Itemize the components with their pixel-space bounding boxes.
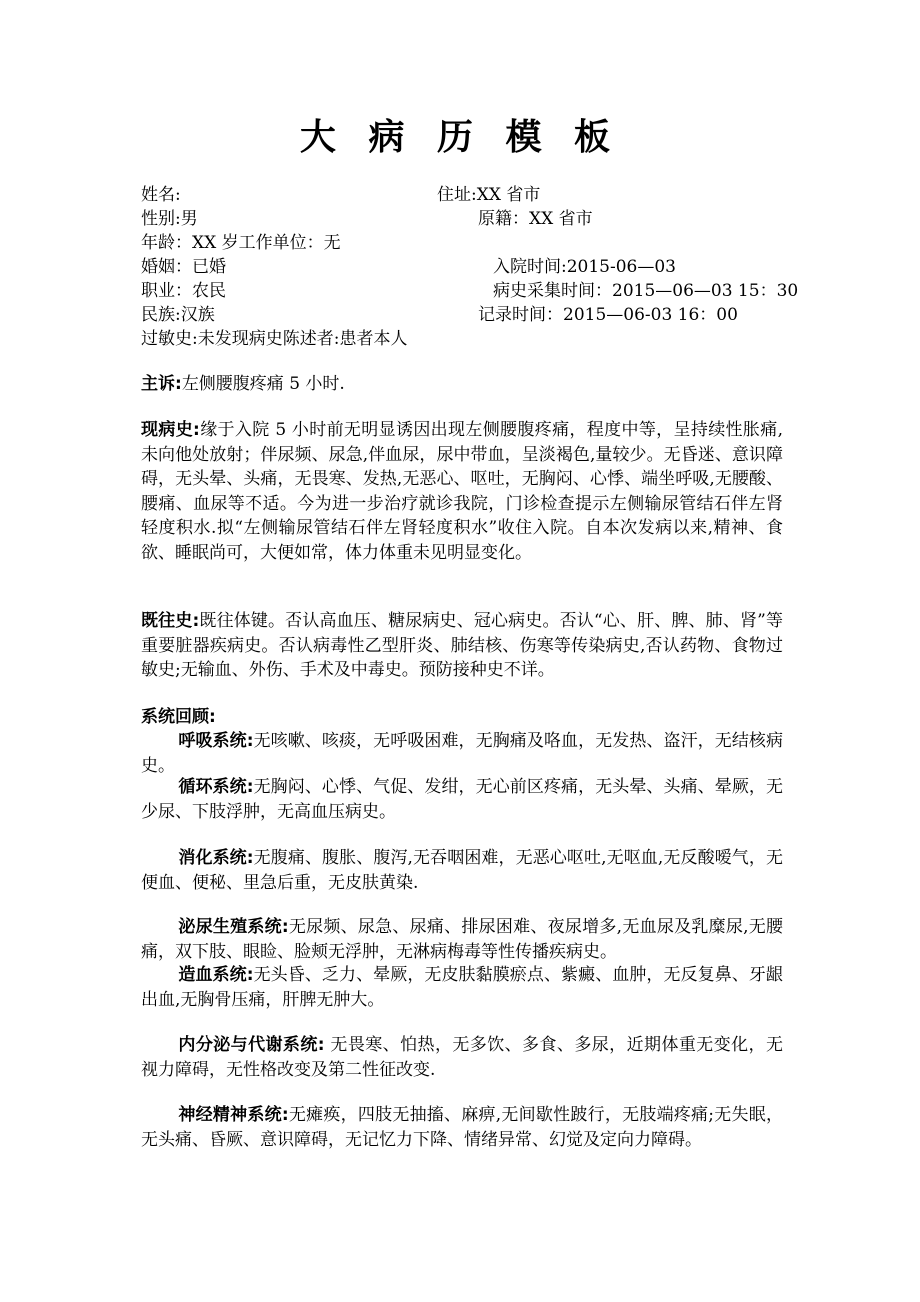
urogenital-text: 无尿频、尿急、尿痛、排尿困难、夜尿增多,无血尿及乳糜尿,无腰痛，双下肢、眼睑、脸颊无浮肿，无淋病梅毒等性传播疾病史。 [141, 917, 783, 962]
hematopoietic-label: 造血系统: [178, 965, 254, 985]
allergy-narrator-field: 过敏史:未发现病史陈述者:患者本人 [141, 329, 408, 349]
urogenital-label: 泌尿生殖系统: [178, 917, 289, 937]
endocrine-label: 内分泌与代谢系统: [178, 1035, 325, 1055]
neuro-system [141, 1103, 783, 1152]
circulatory-label: 循环系统: [178, 777, 254, 797]
chief-complaint [141, 372, 783, 397]
name-field: 姓名: [141, 185, 181, 205]
past-history [141, 609, 783, 683]
past-history-text: 既往体键。否认高血压、糖尿病史、冠心病史。否认“心、肝、脾、肺、肾”等重要脏器疾病史。否认病毒性乙型肝炎、肺结核、伤寒等传染病史,否认药物、食物过敏史;无输血、外伤、手术及中毒史。预防接种史不详。 [141, 611, 783, 680]
urogenital-system [141, 915, 783, 964]
marriage-field: 婚姻：已婚 [141, 257, 226, 277]
age-work-field: 年龄：XX 岁工作单位：无 [141, 233, 341, 253]
occupation-field: 职业：农民 [141, 281, 226, 301]
page-title: 大 病 历 模 板 [299, 117, 621, 158]
present-illness [141, 418, 783, 565]
endocrine-text: 无畏寒、怕热，无多饮、多食、多尿，近期体重无变化，无视力障碍，无性格改变及第二性征改变. [141, 1035, 783, 1080]
endocrine-system [141, 1033, 783, 1082]
respiratory-label: 呼吸系统: [178, 731, 254, 751]
gender-field: 性别:男 [141, 209, 198, 229]
digestive-text: 无腹痛、腹胀、腹泻,无吞咽困难，无恶心呕吐,无呕血,无反酸嗳气，无便血、便秘、里急后重，无皮肤黄染. [141, 848, 783, 893]
digestive-label: 消化系统: [178, 848, 254, 868]
system-review-heading: 系统回顾: [141, 707, 216, 727]
ethnicity-field: 民族:汉族 [141, 305, 215, 325]
present-illness-text: 缘于入院 5 小时前无明显诱因出现左侧腰腹疼痛，程度中等，呈持续性胀痛,未向他处放射；伴尿频、尿急,伴血尿，尿中带血，呈淡褐色,量较少。无昏迷、意识障碍，无头晕、头痛，无畏寒、发热,无恶心、呕吐，无胸闷、心悸、端坐呼吸,无腰酸、腰痛、血尿等不适。今为进一步治疗就诊我院，门诊检查提示左侧输尿管结石伴左肾轻度积水.拟“左侧输尿管结石伴左肾轻度积水”收住入院。自本次发病以来,精神、食欲、睡眠尚可，大便如常，体力体重未见明显变化。 [141, 420, 783, 563]
hematopoietic-system [141, 963, 783, 1012]
digestive-system [141, 846, 783, 895]
neuro-label: 神经精神系统: [178, 1105, 289, 1125]
present-illness-label: 现病史: [141, 420, 200, 440]
address-field: 住址:XX 省市 [437, 185, 541, 205]
origin-field: 原籍：XX 省市 [478, 209, 593, 229]
respiratory-text: 无咳嗽、咳痰，无呼吸困难，无胸痛及咯血，无发热、盗汗，无结核病史。 [141, 731, 783, 776]
history-time-field: 病史采集时间：2015—06—03 15：30 [493, 281, 799, 301]
record-time-field: 记录时间：2015—06-03 16：00 [478, 305, 738, 325]
circulatory-system [141, 775, 783, 824]
chief-complaint-label: 主诉: [141, 374, 182, 394]
circulatory-text: 无胸闷、心悸、气促、发绀，无心前区疼痛，无头晕、头痛、晕厥，无少尿、下肢浮肿，无高血压病史。 [141, 777, 783, 822]
neuro-text: 无瘫痪，四肢无抽搐、麻痹,无间歇性跛行，无肢端疼痛;无失眠，无头痛、昏厥、意识障碍，无记忆力下降、情绪异常、幻觉及定向力障碍。 [141, 1105, 783, 1150]
past-history-label: 既往史: [141, 611, 200, 631]
admission-time-field: 入院时间:2015-06—03 [493, 257, 676, 277]
respiratory-system [141, 729, 783, 778]
chief-complaint-text: 左侧腰腹疼痛 5 小时. [181, 374, 345, 394]
hematopoietic-text: 无头昏、乏力、晕厥，无皮肤黏膜瘀点、紫癜、血肿，无反复鼻、牙龈出血,无胸骨压痛，肝脾无肿大。 [141, 965, 783, 1010]
